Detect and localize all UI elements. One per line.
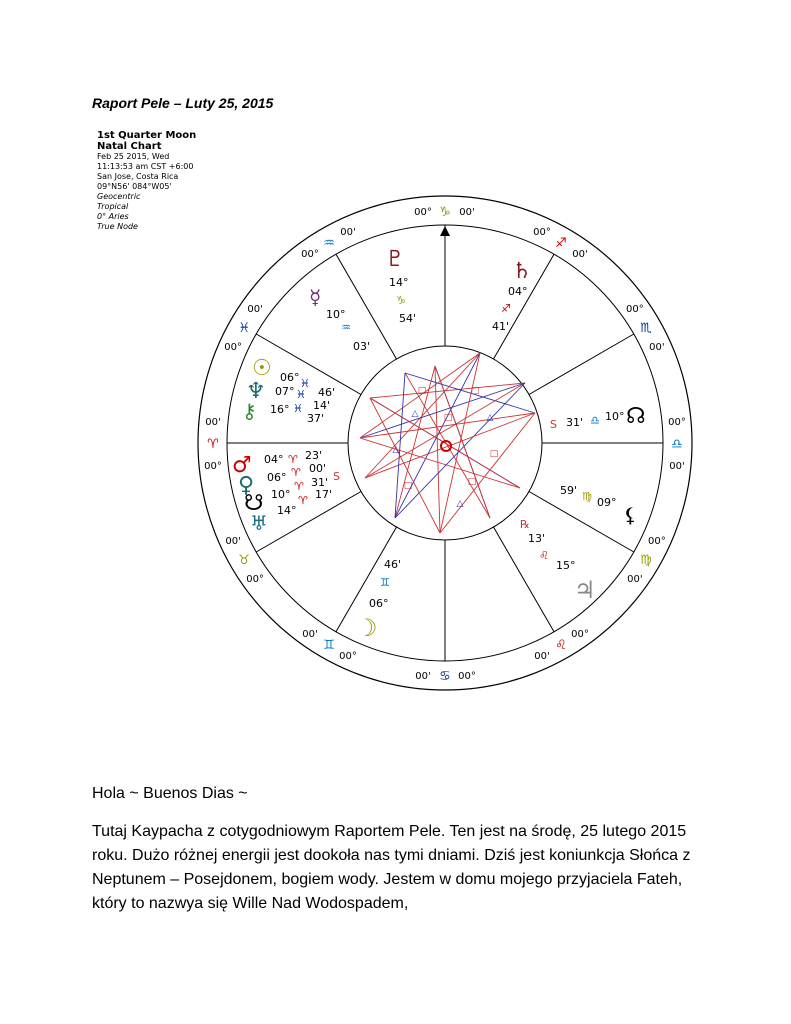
planet-north-node [550, 404, 646, 431]
cusp-label [668, 417, 686, 472]
aspect-marker-icon: △ [486, 413, 494, 423]
cusp-sign: ♋ [439, 669, 451, 684]
cusp-deg: 00° [204, 461, 222, 472]
chart-date: Feb 25 2015, Wed [97, 152, 170, 161]
cusp-sign: ♏ [640, 321, 652, 336]
aspect-line [360, 438, 520, 488]
cusp-deg: 00° [301, 249, 319, 261]
sun-min: 46' [318, 386, 336, 399]
aries-stellium [232, 449, 340, 535]
chart-system: Tropical [97, 202, 129, 211]
chiron-min: 37' [307, 412, 325, 425]
chart-zodiac: Geocentric [97, 192, 141, 201]
venus-icon: ♀ [238, 473, 255, 498]
mars-icon: ♂ [232, 453, 252, 478]
document-title: Raport Pele – Luty 25, 2015 [92, 95, 274, 111]
pluto-deg: 14° [389, 276, 409, 289]
pluto-min: 54' [399, 312, 417, 325]
lilith-min: 59' [560, 484, 578, 497]
aspect-marker-icon: △ [411, 409, 419, 419]
cusp-min: 00' [415, 671, 431, 682]
aspect-lines [360, 353, 535, 533]
cusp-deg: 00° [458, 671, 476, 682]
aspect-marker-icon: □ [470, 386, 480, 396]
cusp-deg: 00° [626, 303, 644, 315]
uranus-sign: ♈ [298, 494, 308, 507]
south-node-deg: 10° [271, 488, 291, 501]
planet-pluto [385, 247, 416, 325]
cusp-sign: ♌ [555, 637, 567, 653]
jupiter-flag: ℞ [520, 518, 530, 531]
aspect-line [365, 353, 480, 478]
cusp-deg: 00° [224, 342, 242, 354]
chart-coords: 09°N56' 084°W05' [97, 182, 172, 191]
south-node-icon: ☋ [244, 491, 264, 516]
jupiter-deg: 15° [556, 559, 576, 572]
cusp-sign: ♎ [671, 437, 683, 452]
cusp-sign: ♍ [640, 553, 652, 568]
cusp-label [415, 669, 476, 684]
jupiter-icon: ♃ [574, 576, 596, 604]
cusp-label [533, 227, 588, 260]
uranus-deg: 14° [277, 504, 297, 517]
pluto-sign: ♑ [396, 294, 406, 307]
chart-type: Natal Chart [97, 141, 162, 152]
moon-sign: ♊ [380, 576, 390, 589]
cusp-label [225, 536, 264, 585]
chart-time: 11:13:53 am CST +6:00 [97, 162, 194, 171]
mercury-deg: 10° [326, 308, 346, 321]
venus-min: 00' [309, 462, 327, 475]
aspect-line [365, 383, 525, 478]
chiron-sign: ♓ [293, 402, 303, 415]
south-node-flag: S [333, 470, 340, 483]
mercury-min: 03' [353, 340, 371, 353]
north-node-min: 31' [566, 416, 584, 429]
cusp-deg: 00° [648, 535, 666, 547]
neptune-sign: ♓ [296, 388, 306, 401]
aspect-line [370, 398, 440, 533]
cusp-deg: 00° [246, 574, 264, 586]
chart-node: True Node [97, 222, 138, 231]
mars-deg: 04° [264, 453, 284, 466]
saturn-min: 41' [492, 320, 510, 333]
cusp-deg: 00° [414, 207, 432, 218]
jupiter-min: 13' [528, 532, 546, 545]
chart-info-block [97, 130, 196, 232]
aspect-marker-icon: □ [403, 481, 413, 491]
cusp-min: 00' [669, 461, 685, 472]
lilith-deg: 09° [597, 496, 617, 509]
venus-deg: 06° [267, 471, 287, 484]
planet-lilith [560, 484, 638, 527]
planet-moon [356, 558, 401, 642]
greeting: Hola ~ Buenos Dias ~ [92, 785, 248, 802]
mars-sign: ♈ [288, 453, 298, 466]
north-node-icon: ☊ [626, 404, 646, 429]
cusp-min: 00' [225, 535, 241, 547]
mc-arrow [440, 226, 450, 236]
natal-chart-wheel [190, 188, 700, 698]
cusp-min: 00' [572, 249, 588, 261]
chiron-icon: ⚷ [242, 399, 257, 423]
cusp-sign: ♐ [555, 236, 567, 252]
cusp-deg: 00° [339, 650, 357, 662]
planet-saturn [492, 259, 532, 333]
chart-name: 1st Quarter Moon [97, 130, 197, 141]
aspect-marker-icon: △ [456, 499, 464, 509]
lilith-icon: ⚸ [623, 503, 638, 527]
cusp-label [302, 629, 357, 662]
north-node-flag: S [550, 418, 557, 431]
aspect-marker-icon: △ [392, 445, 400, 455]
pluto-icon: ♇ [385, 247, 405, 272]
moon-icon: ☽ [356, 614, 378, 642]
cusp-sign: ♉ [238, 553, 250, 568]
south-node-min: 31' [311, 476, 329, 489]
planet-mercury [309, 285, 370, 353]
body-paragraph: Tutaj Kaypacha z cotygodniowym Raportem Pele. Ten jest na środę, 25 lutego 2015 roku. Dużo różnej energii jest dookoła nas tymi dniami. Dziś jest koniunkcja Słońca z Neptunem – Posejdonem, bogiem wody. Jestem w domu mojego przyjaciela Fateh, który to nazwya się Wille Nad Wodospadem, [92, 823, 691, 912]
uranus-min: 17' [315, 488, 333, 501]
cusp-deg: 00° [533, 227, 551, 239]
sun-deg: 06° [280, 371, 300, 384]
sun-icon: ☉ [252, 356, 272, 381]
cusp-sign: ♈ [207, 437, 219, 452]
aspect-marker-icon: □ [489, 449, 499, 459]
cusp-min: 00' [247, 303, 263, 315]
cusp-label [534, 629, 589, 662]
uranus-icon: ♅ [250, 511, 268, 535]
neptune-min: 14' [313, 399, 331, 412]
cusp-min: 00' [459, 207, 475, 218]
north-node-sign: ♎ [590, 414, 600, 427]
cusp-label [301, 227, 356, 260]
cusp-label [204, 417, 222, 472]
moon-min: 46' [384, 558, 402, 571]
jupiter-sign: ♌ [539, 549, 549, 562]
north-node-deg: 10° [605, 410, 625, 423]
cusp-deg: 00° [571, 628, 589, 640]
cusp-min: 00' [649, 342, 665, 354]
south-node-sign: ♈ [294, 480, 304, 493]
cusp-sign: ♑ [439, 205, 451, 220]
cusp-sign: ♒ [323, 236, 335, 252]
cusp-deg: 00° [668, 417, 686, 428]
mercury-sign: ♒ [341, 321, 351, 334]
mars-min: 23' [305, 449, 323, 462]
neptune-icon: ♆ [246, 379, 266, 404]
lilith-sign: ♍ [582, 490, 592, 503]
aspect-marker-icon: □ [443, 413, 453, 423]
cusp-label [224, 304, 263, 353]
pisces-stellium [242, 356, 335, 425]
cusp-label [627, 536, 666, 585]
cusp-min: 00' [205, 417, 221, 428]
house-cusp-line [529, 334, 634, 395]
mercury-icon: ☿ [309, 285, 322, 309]
cusp-min: 00' [302, 628, 318, 640]
saturn-icon: ♄ [512, 259, 532, 284]
cusp-min: 00' [534, 650, 550, 662]
saturn-sign: ♐ [501, 302, 511, 315]
planet-jupiter [520, 518, 596, 604]
cusp-min: 00' [340, 227, 356, 239]
cusp-label [626, 304, 665, 353]
cusp-min: 00' [627, 574, 643, 586]
cusp-label [414, 205, 475, 220]
body-text [92, 782, 712, 930]
neptune-deg: 07° [275, 385, 295, 398]
aspect-marker-icon: □ [467, 477, 477, 487]
cusp-sign: ♓ [238, 321, 250, 336]
chart-place: San Jose, Costa Rica [97, 172, 179, 181]
chiron-deg: 16° [270, 403, 290, 416]
cusp-sign: ♊ [323, 637, 335, 653]
aspect-marker-icon: □ [417, 386, 427, 396]
chart-aries: 0° Aries [97, 212, 129, 221]
venus-sign: ♈ [291, 466, 301, 479]
saturn-deg: 04° [508, 285, 528, 298]
sun-sign: ♓ [300, 377, 310, 390]
moon-deg: 06° [369, 597, 389, 610]
